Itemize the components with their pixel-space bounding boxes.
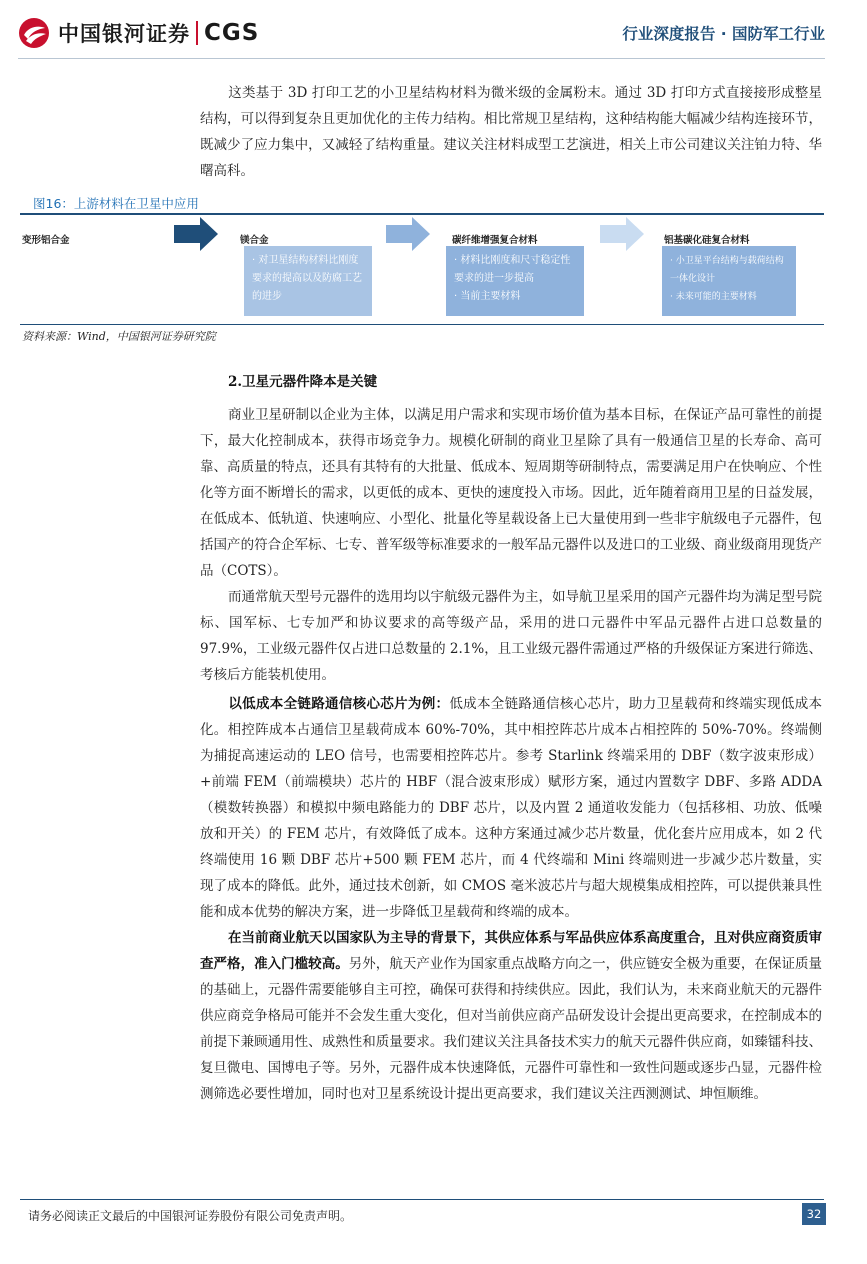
figure-source: 资料来源：Wind，中国银河证券研究院 [22, 330, 216, 343]
arrow-right-icon [174, 217, 218, 251]
arrow-right-icon [600, 217, 644, 251]
brand-separator [196, 21, 198, 45]
footer-disclaimer: 请务必阅读正文最后的中国银河证券股份有限公司免责声明。 [28, 1209, 353, 1223]
stage-label-1: 变形铝合金 [22, 235, 70, 246]
paragraph-3-lead: 以低成本全链路通信核心芯片为例： [228, 696, 450, 712]
intro-paragraph: 这类基于 3D 打印工艺的小卫星结构材料为微米级的金属粉末。通过 3D 打印方式直接接形成整星结构，可以得到复杂且更加优化的主传力结构。相比常规卫星结构，这种结构能大幅减少结构连接环节，既减少了应力集中，又减轻了结构重量。建议关注材料成型工艺演进，相关上市公司建议关注铂力特、华曙高科。 [200, 85, 822, 179]
paragraph-4-lead: 在当前商业航天以国家队为主导的背景下，其供应体系与军品供应体系高度重合，且对供应商资质审查严格，准入门槛较高。 [200, 930, 822, 972]
brand-name-cn: 中国银河证券 [58, 22, 190, 46]
stage-4-point: · 小卫星平台结构与载荷结构一体化设计 [670, 256, 784, 284]
footer-divider [20, 1199, 824, 1200]
header-divider [18, 58, 825, 59]
figure-bottom-rule [20, 324, 824, 325]
report-type: 行业深度报告 · 国防军工行业 [622, 25, 825, 43]
stage-label-3: 碳纤维增强复合材料 [452, 235, 538, 246]
cgs-logo-icon [18, 17, 50, 49]
page-number: 32 [802, 1203, 826, 1225]
figure-top-rule [20, 213, 824, 215]
stage-3-point: · 当前主要材料 [454, 291, 521, 302]
stage-label-2: 镁合金 [240, 235, 269, 246]
stage-box-3 [446, 246, 584, 316]
section-title: 2.卫星元器件降本是关键 [228, 374, 378, 390]
paragraph-3: 以低成本全链路通信核心芯片为例：低成本全链路通信核心芯片，助力卫星载荷和终端实现低成本化。相控阵成本占通信卫星载荷成本 60%-70%，其中相控阵芯片成本占相控阵的 50%-70%。终端侧为捕捉高速运动的 LEO 信号，也需要相控阵芯片。参考 Starlink 终端采用的 DBF（数字波束形成）+前端 FEM（前端模块）芯片的 HBF（混合波束形成）赋形方案，通过内置数字 DBF、多路 ADDA（模数转换器）和模拟中频电路能力的 DBF 芯片，以及内置 2 通道收发能力（包括移相、功放、低噪放和开关）的 FEM 芯片，有效降低了成本。这种方案通过减少芯片数量，优化套片应用成本，如 2 代终端使用 16 颗 DBF 芯片+500 颗 FEM 芯片，而 4 代终端和 Mini 终端则进一步减少芯片数量，实现了成本的降低。此外，通过技术创新，如 CMOS 毫米波芯片与超大规模集成相控阵，可以提供兼具性能和成本优势的解决方案，进一步降低卫星载荷和终端的成本。 [200, 696, 823, 920]
paragraph-2: 而通常航天型号元器件的选用均以宇航级元器件为主，如导航卫星采用的国产元器件均为满足型号院标、国军标、七专加严和协议要求的高等级产品，采用的进口元器件中军品元器件占进口总数量的 97.9%，工业级元器件仅占进口总数量的 2.1%，且工业级元器件需通过严格的升级保证方案进行筛选、考核后方能装机使用。 [200, 589, 822, 683]
paragraph-4: 在当前商业航天以国家队为主导的背景下，其供应体系与军品供应体系高度重合，且对供应商资质审查严格，准入门槛较高。另外，航天产业作为国家重点战略方向之一，供应链安全极为重要，在保证质量的基础上，元器件需要能够自主可控，确保可获得和持续供应。因此，我们认为，未来商业航天的元器件供应商竞争格局可能并不会发生重大变化，但对当前供应商产品研发设计会提出更高要求，在控制成本的前提下兼顾通用性、成熟性和质量要求。我们建议关注具备技术实力的航天元器件供应商，如臻镭科技、复旦微电、国博电子等。另外，元器件成本快速降低，元器件可靠性和一致性问题或逐步凸显，元器件检测筛选必要性增加，同时也对卫星系统设计提出更高要求，我们建议关注西测测试、坤恒顺维。 [200, 930, 823, 1102]
brand-logo [18, 16, 259, 50]
stage-3-point: · 材料比刚度和尺寸稳定性要求的进一步提高 [454, 255, 571, 284]
arrow-right-icon [386, 217, 430, 251]
figure-title: 图16：上游材料在卫星中应用 [33, 196, 199, 211]
stage-4-point: · 未来可能的主要材料 [670, 292, 757, 302]
stage-box-2 [244, 246, 372, 316]
brand-name-en: CGS [204, 20, 260, 46]
stage-label-4: 铝基碳化硅复合材料 [664, 235, 750, 246]
paragraph-1: 商业卫星研制以企业为主体，以满足用户需求和实现市场价值为基本目标，在保证产品可靠性的前提下，最大化控制成本，获得市场竞争力。规模化研制的商业卫星除了具有一般通信卫星的长寿命、高可靠、高质量的特点，还具有其特有的大批量、低成本、短周期等研制特点，需要满足用户在快响应、个性化等方面不断增长的需求，以更低的成本、更快的速度投入市场。因此，近年随着商用卫星的日益发展，在低成本、低轨道、快速响应、小型化、批量化等星载设备上已大量使用到一些非宇航级电子元器件，包括国产的符合企军标、七专、普军级等标准要求的一般军品元器件以及进口的工业级、商业级商用现货产品（COTS）。 [200, 407, 822, 579]
stage-2-point: · 对卫星结构材料比刚度要求的提高以及防腐工艺的进步 [252, 255, 362, 302]
stage-box-4 [662, 246, 796, 316]
